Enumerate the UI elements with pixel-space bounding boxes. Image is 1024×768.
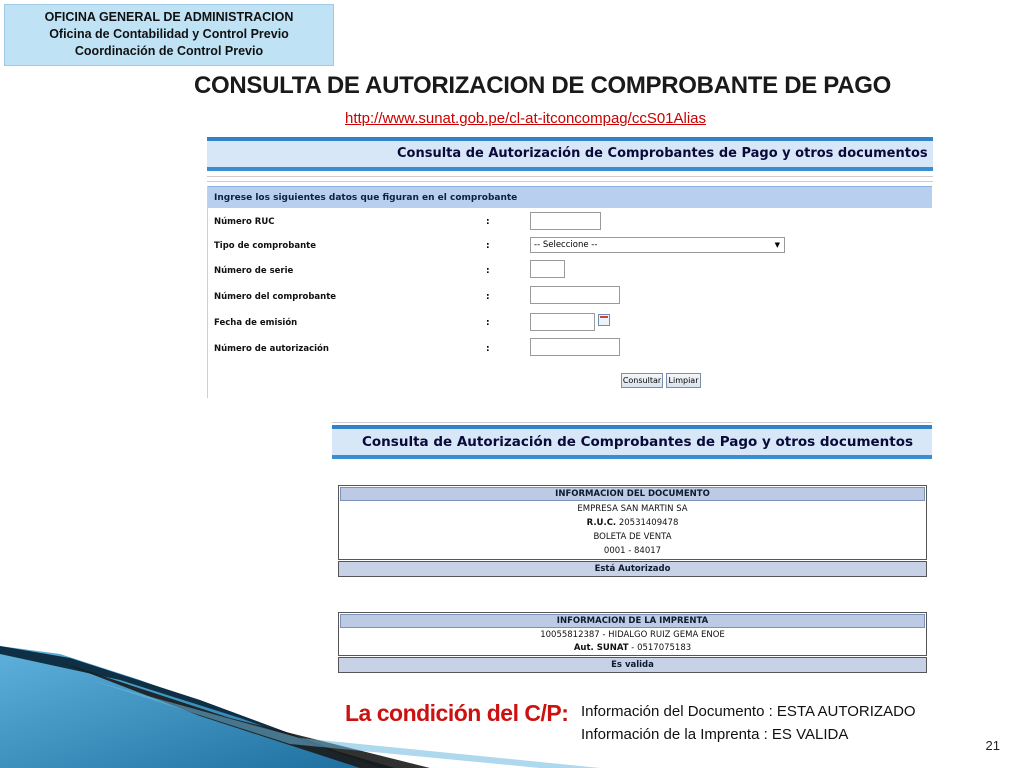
condition-label: La condición del C/P: <box>345 700 569 726</box>
condition-document: Información del Documento : ESTA AUTORIZADO <box>581 703 916 720</box>
select-value: -- Seleccione -- <box>534 240 598 250</box>
form-instruction: Ingrese los siguientes datos que figuran en el comprobante <box>208 186 932 208</box>
ruc-input[interactable] <box>530 212 601 230</box>
result-banner-title: Consulta de Autorización de Comprobantes de Pago y otros documentos <box>332 429 932 455</box>
printer-status: Es valida <box>338 657 927 673</box>
label-fecha-emision: Fecha de emisión <box>214 318 298 328</box>
page-number: 21 <box>985 738 1000 753</box>
form-banner-title: Consulta de Autorización de Comprobantes de Pago y otros documentos <box>207 141 933 167</box>
ruc-line <box>339 516 926 530</box>
consultar-button[interactable]: Consultar <box>621 373 663 388</box>
document-type: BOLETA DE VENTA <box>593 532 672 542</box>
document-status: Está Autorizado <box>338 561 927 577</box>
sunat-authorization-line <box>339 642 926 655</box>
label-serie: Número de serie <box>214 266 294 276</box>
organization-header <box>4 4 334 66</box>
condition-printer: Información de la Imprenta : ES VALIDA <box>581 726 849 743</box>
colon: : <box>486 266 490 276</box>
fecha-emision-input[interactable] <box>530 313 595 331</box>
colon: : <box>486 318 490 328</box>
divider <box>207 181 933 182</box>
label-tipo-comprobante: Tipo de comprobante <box>214 241 316 251</box>
numero-comprobante-input[interactable] <box>530 286 620 304</box>
divider <box>332 422 932 423</box>
numero-autorizacion-input[interactable] <box>530 338 620 356</box>
colon: : <box>486 241 490 251</box>
tipo-comprobante-select[interactable] <box>530 237 785 253</box>
slide-title: CONSULTA DE AUTORIZACION DE COMPROBANTE DE PAGO <box>193 72 892 99</box>
result-banner <box>332 425 932 459</box>
document-info-panel <box>338 485 927 560</box>
chevron-down-icon: ▼ <box>774 241 780 249</box>
calendar-icon[interactable] <box>598 314 610 326</box>
colon: : <box>486 292 490 302</box>
serie-input[interactable] <box>530 260 565 278</box>
label-ruc: Número RUC <box>214 217 275 227</box>
document-number: 0001 - 84017 <box>603 546 662 556</box>
org-line-1: OFICINA GENERAL DE ADMINISTRACION <box>44 10 294 24</box>
label-numero-comprobante: Número del comprobante <box>214 292 337 302</box>
ruc-value: 20531409478 <box>618 518 679 528</box>
aut-value: - 0517075183 <box>631 643 692 653</box>
colon: : <box>486 344 490 354</box>
printer-info-panel <box>338 612 927 656</box>
aut-label: Aut. SUNAT <box>573 643 629 653</box>
form-banner <box>207 137 933 171</box>
colon: : <box>486 217 490 227</box>
org-line-3: Coordinación de Control Previo <box>74 44 264 58</box>
sunat-url-link[interactable]: http://www.sunat.gob.pe/cl-at-itconcompag/ccS01Alias <box>345 110 707 127</box>
printer-info-header: INFORMACION DE LA IMPRENTA <box>340 614 925 628</box>
company-name: EMPRESA SAN MARTIN SA <box>577 504 688 514</box>
document-info-header: INFORMACION DEL DOCUMENTO <box>340 487 925 501</box>
ruc-label: R.U.C. <box>586 518 617 528</box>
label-numero-autorizacion: Número de autorización <box>214 344 329 354</box>
org-line-2: Oficina de Contabilidad y Control Previo <box>49 27 289 41</box>
printer-name: 10055812387 - HIDALGO RUIZ GEMA ENOE <box>540 630 725 640</box>
query-form <box>207 186 934 398</box>
divider <box>207 176 933 177</box>
limpiar-button[interactable]: Limpiar <box>666 373 701 388</box>
